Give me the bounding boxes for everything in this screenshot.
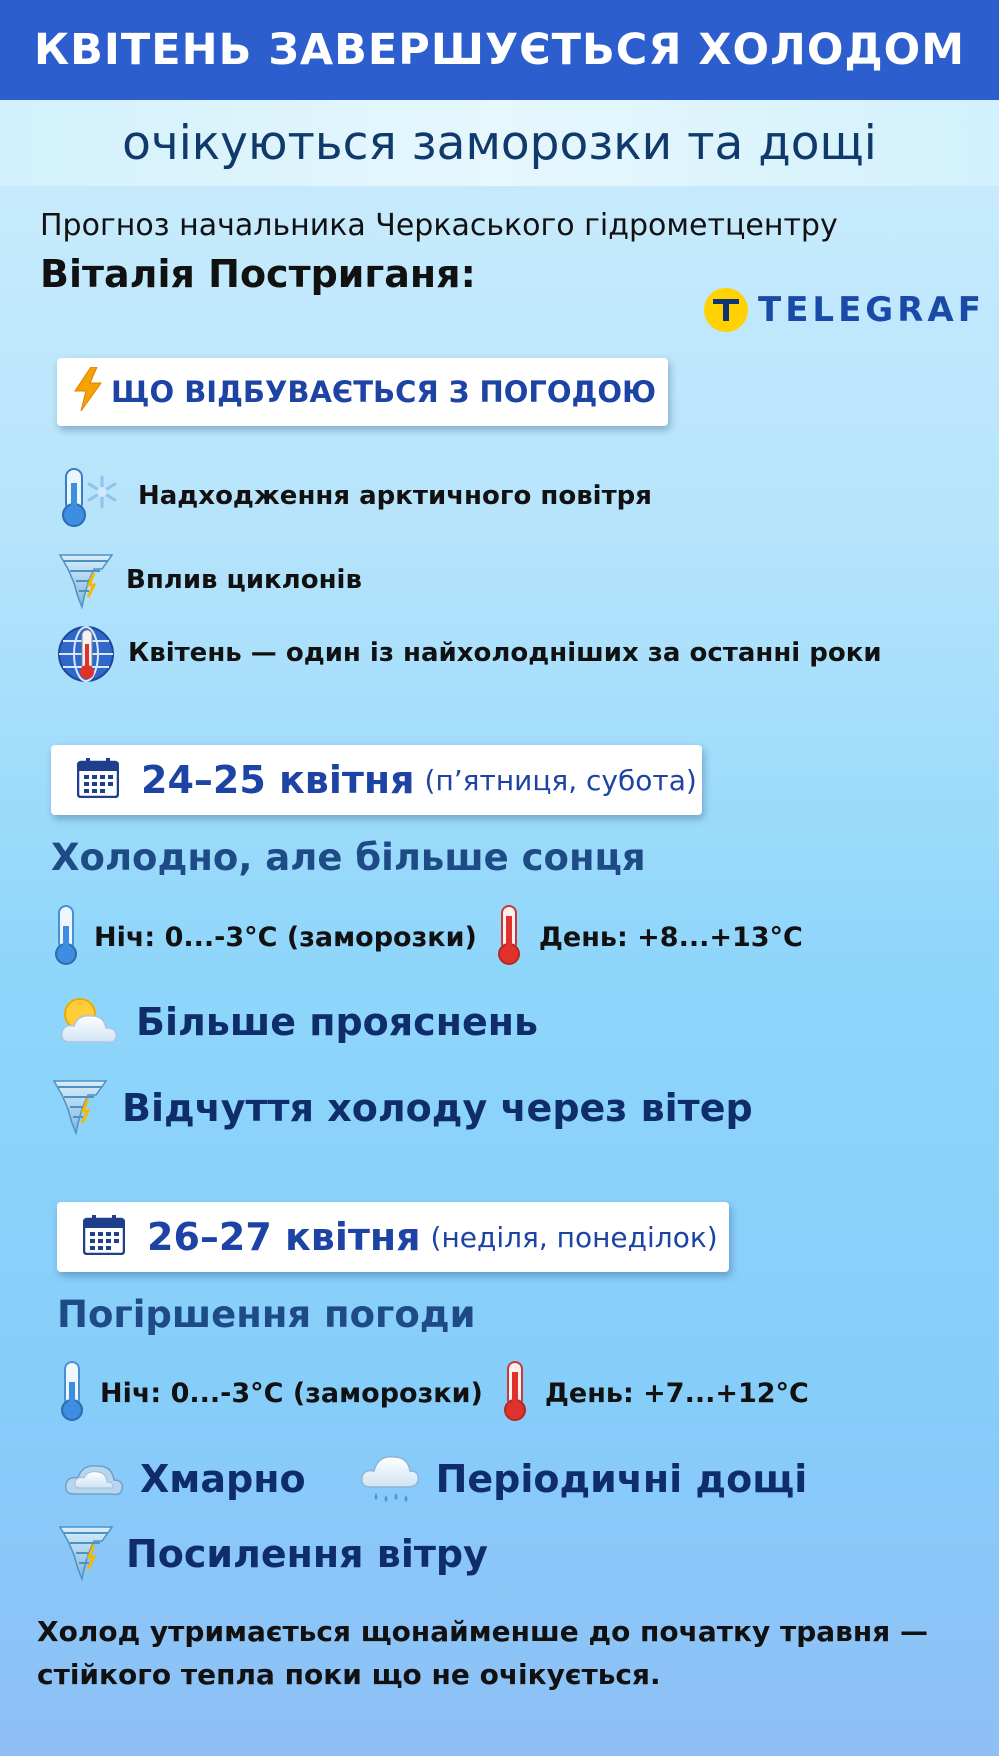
night-temperature: Ніч: 0...-3°C (заморозки) — [94, 921, 477, 953]
intro-line: Прогноз начальника Черкаського гідрометцентру — [40, 208, 838, 243]
rain-cloud-icon — [358, 1447, 422, 1511]
lightning-icon — [71, 367, 105, 418]
calendar-icon — [83, 1215, 125, 1259]
period-headline: Холодно, але більше сонця — [51, 836, 646, 879]
date-range: 26–27 квітня — [147, 1215, 421, 1259]
list-item-text: Відчуття холоду через вітер — [122, 1086, 753, 1130]
telegraf-logo-text: TELEGRAF — [758, 290, 985, 330]
list-item — [58, 624, 882, 682]
list-item-text: Квітень — один із найхолодніших за останні роки — [128, 638, 882, 668]
tornado-icon — [58, 551, 116, 609]
rain-text: Періодичні дощі — [435, 1457, 808, 1501]
list-item-text: Більше прояснень — [136, 1000, 539, 1044]
list-item-text: Надходження арктичного повітря — [138, 481, 652, 511]
date-card-2 — [57, 1202, 729, 1272]
list-item — [58, 551, 362, 609]
calendar-icon — [77, 758, 119, 802]
telegraf-logo — [704, 288, 985, 332]
period-headline: Погіршення погоди — [57, 1293, 476, 1336]
footer-note — [37, 1610, 957, 1696]
list-item — [52, 1077, 753, 1139]
list-item-text: Вплив циклонів — [126, 565, 362, 595]
hot-thermometer-icon — [499, 1360, 531, 1426]
footer-line: Холод утримається щонайменше до початку травня — — [37, 1615, 928, 1648]
date-card-1 — [51, 745, 702, 815]
hot-thermometer-icon — [493, 904, 525, 970]
tornado-icon — [52, 1077, 108, 1139]
temperature-row — [56, 1360, 809, 1426]
list-item — [56, 992, 538, 1052]
subheader-banner — [0, 100, 999, 186]
tornado-icon — [58, 1523, 114, 1585]
sun-cloud-icon — [56, 992, 120, 1052]
footer-line: стійкого тепла поки що не очікується. — [37, 1658, 661, 1691]
temperature-row — [50, 904, 803, 970]
list-item — [62, 1447, 807, 1511]
header-banner — [0, 0, 999, 100]
list-item — [58, 1523, 488, 1585]
intro-author: Віталія Постриганя: — [40, 252, 476, 296]
date-range: 24–25 квітня — [141, 758, 415, 802]
wind-text: Посилення вітру — [126, 1532, 488, 1576]
cold-thermometer-icon — [56, 1360, 88, 1426]
weather-section-card — [57, 358, 668, 426]
page-title: КВІТЕНЬ ЗАВЕРШУЄТЬСЯ ХОЛОДОМ — [33, 25, 966, 75]
thermometer-snow-icon — [58, 467, 116, 525]
page-subtitle: очікуються заморозки та дощі — [122, 115, 877, 171]
night-temperature: Ніч: 0...-3°C (заморозки) — [100, 1377, 483, 1409]
cloud-icon — [62, 1452, 126, 1506]
telegraf-logo-icon — [704, 288, 748, 332]
cloudy-text: Хмарно — [140, 1457, 306, 1501]
list-item — [58, 467, 652, 525]
weather-section-title: ЩО ВІДБУВАЄТЬСЯ З ПОГОДОЮ — [111, 375, 657, 409]
day-temperature: День: +8...+13°C — [538, 921, 803, 953]
date-days: (неділя, понеділок) — [430, 1220, 718, 1254]
date-days: (п’ятниця, субота) — [424, 763, 697, 797]
cold-thermometer-icon — [50, 904, 82, 970]
globe-thermometer-icon — [58, 624, 116, 682]
day-temperature: День: +7...+12°C — [544, 1377, 809, 1409]
